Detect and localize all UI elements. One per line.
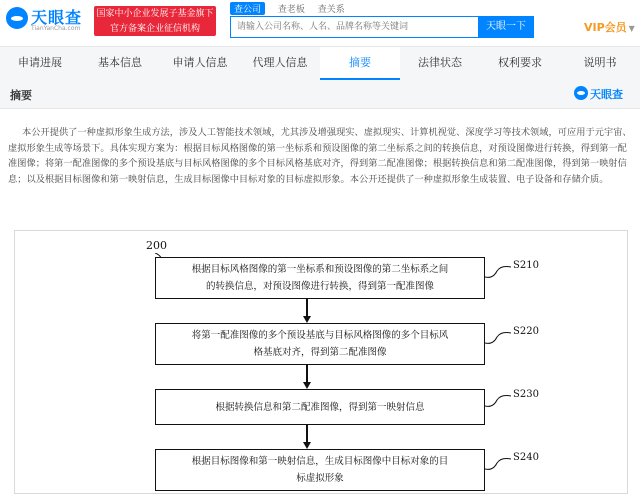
step-id-label: S210 bbox=[513, 260, 539, 271]
arrow-down-icon bbox=[303, 382, 311, 389]
step-label-connector bbox=[485, 331, 511, 349]
step-label-connector bbox=[485, 394, 511, 412]
figure-label: 200 bbox=[146, 239, 167, 252]
site-domain: TianYanCha.com bbox=[31, 25, 81, 32]
abstract-text: 本公开提供了一种虚拟形象生成方法，涉及人工智能技术领域，尤其涉及增强现实、虚拟现实、计算机视觉、深度学习等技术领域，可应用于元宇宙、虚拟形象生成等场景下。具体实现方案为：根据目标风格图像的第一坐标系和预设图像的第二坐标系之间的转换信息，对预设图像进行转换，得到第一配准图像；将第一配准图像的多个预设基底与目标风格图像的多个目标风格基底对齐，得到第二配准图像；根据转换信息和第二配准图像，得到第一映射信息；以及根据目标图像和第一映射信息，生成目标图像中目标对象的目标虚拟形象。本公开还提供了一种虚拟形象生成装置、电子设备和存储介质。 bbox=[8, 127, 632, 185]
tab-application-progress[interactable]: 申请进展 bbox=[18, 56, 62, 69]
tab-abstract[interactable]: 摘要 bbox=[320, 47, 400, 80]
promo-line-2: 官方备案企业征信机构 bbox=[109, 24, 200, 34]
eye-logo-icon[interactable] bbox=[6, 7, 28, 29]
tab-legal-status[interactable]: 法律状态 bbox=[418, 56, 462, 69]
search-input[interactable] bbox=[230, 16, 478, 38]
flow-arrow bbox=[306, 425, 308, 443]
step-id-label: S230 bbox=[513, 389, 539, 400]
top-header bbox=[0, 0, 640, 44]
search-tab-relation[interactable]: 查关系 bbox=[317, 5, 345, 15]
chevron-down-icon: ▼ bbox=[628, 24, 635, 33]
eye-watermark-icon bbox=[574, 86, 588, 100]
flow-arrow bbox=[306, 299, 308, 317]
flow-step-text: 根据目标图像和第一映射信息，生成目标图像中目标对象的目 bbox=[191, 456, 449, 467]
flow-step-text: 根据转换信息和第二配准图像，得到第一映射信息 bbox=[215, 401, 425, 413]
site-logo[interactable]: 天眼查 bbox=[31, 8, 83, 27]
promo-banner[interactable] bbox=[94, 6, 216, 36]
vip-label: VIP会员 bbox=[584, 21, 627, 34]
tab-description[interactable]: 说明书 bbox=[583, 56, 617, 69]
flow-step-text: 根据目标风格图像的第一坐标系和预设图像的第二坐标系之间 bbox=[191, 264, 449, 275]
flow-step-box bbox=[155, 449, 485, 491]
arrow-down-icon bbox=[303, 442, 311, 449]
search-button[interactable]: 天眼一下 bbox=[478, 16, 534, 38]
search-type-tabs bbox=[230, 2, 355, 16]
flow-step-box bbox=[155, 257, 485, 299]
flow-step-box bbox=[155, 389, 485, 425]
tab-basic-info[interactable]: 基本信息 bbox=[98, 56, 142, 69]
arrow-down-icon bbox=[303, 316, 311, 323]
tab-agent-info[interactable]: 代理人信息 bbox=[252, 56, 308, 69]
section-title: 摘要 bbox=[10, 89, 32, 102]
flow-arrow bbox=[306, 365, 308, 383]
tab-applicant-info[interactable]: 申请人信息 bbox=[172, 56, 228, 69]
watermark-text: 天眼查 bbox=[590, 88, 623, 101]
step-label-connector bbox=[485, 265, 511, 283]
flow-step-text: 将第一配准图像的多个预设基底与目标风格图像的多个目标风 bbox=[191, 330, 449, 341]
flow-step-box bbox=[155, 323, 485, 365]
flow-step-text: 的转换信息，对预设图像进行转换，得到第一配准图像 bbox=[205, 281, 434, 292]
tab-claims[interactable]: 权利要求 bbox=[498, 56, 542, 69]
patent-nav-tabs bbox=[0, 46, 640, 81]
step-label-connector bbox=[485, 457, 511, 475]
step-id-label: S220 bbox=[513, 326, 539, 337]
abstract-section-header bbox=[0, 80, 640, 109]
flow-step-text: 标虚拟形象 bbox=[296, 473, 344, 484]
search-tab-boss[interactable]: 查老板 bbox=[277, 5, 305, 15]
abstract-figure bbox=[14, 230, 628, 494]
vip-membership-link[interactable] bbox=[584, 19, 635, 35]
promo-line-1: 国家中小企业发展子基金旗下 bbox=[96, 9, 214, 19]
flow-step-text: 格基底对齐，得到第二配准图像 bbox=[253, 347, 387, 358]
step-id-label: S240 bbox=[513, 452, 539, 463]
search-tab-company[interactable]: 查公司 bbox=[230, 2, 265, 15]
